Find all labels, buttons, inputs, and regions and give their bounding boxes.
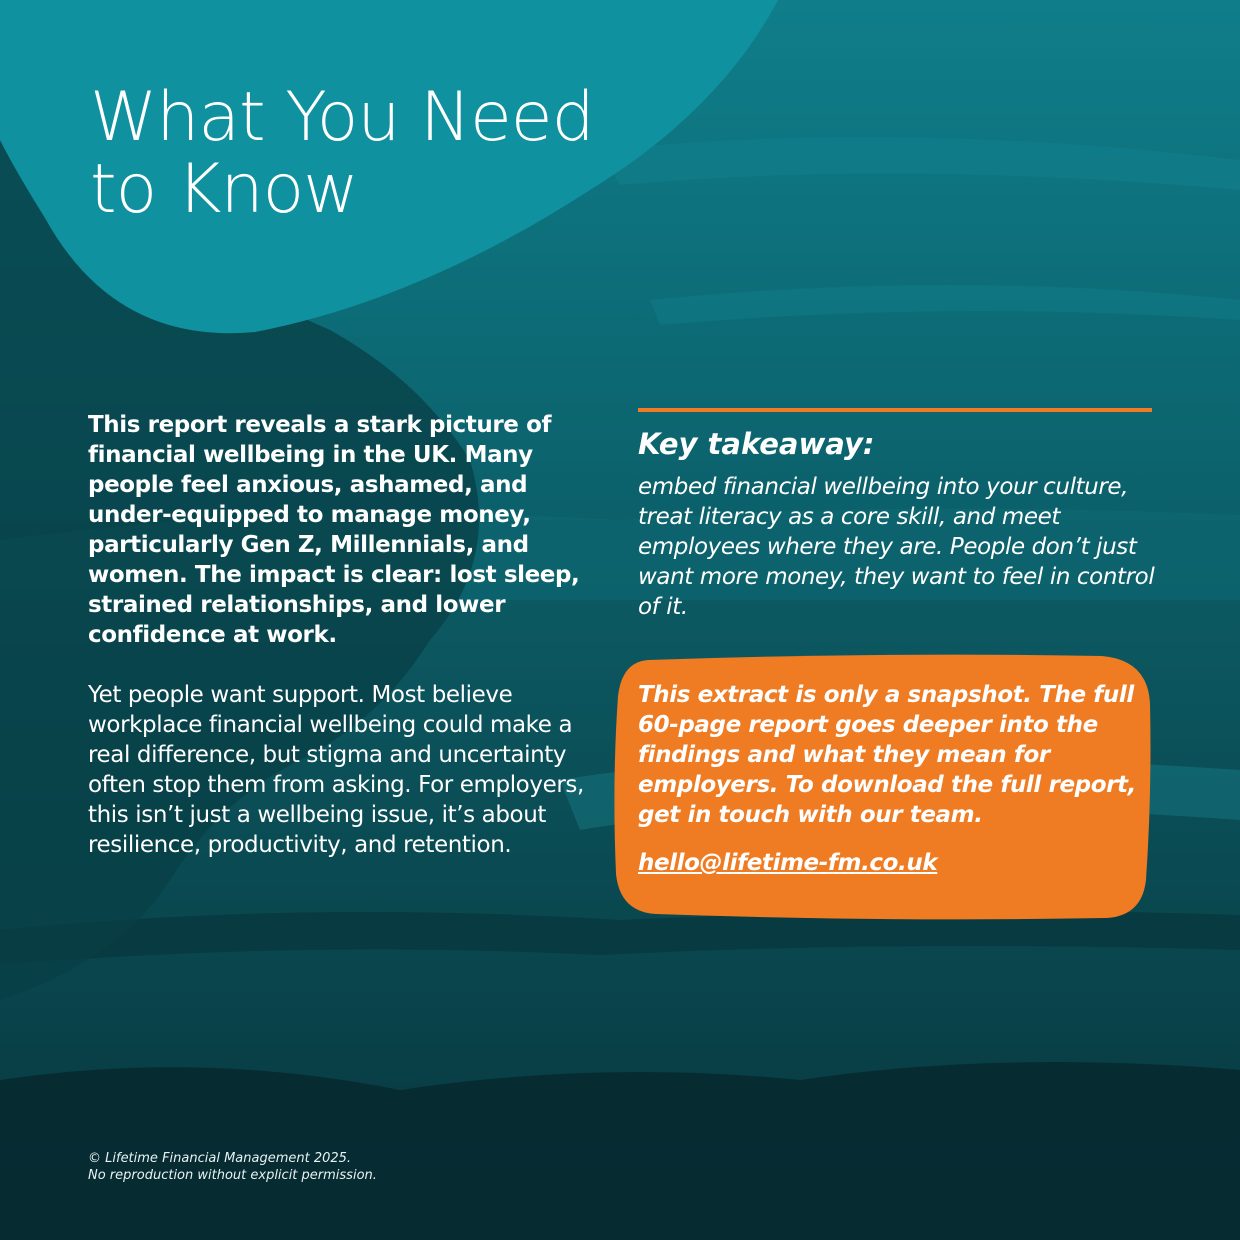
takeaway-divider [638, 408, 1152, 412]
takeaway-heading: Key takeaway: [638, 427, 875, 461]
copyright-notice [88, 1150, 377, 1184]
intro-bold-paragraph: This report reveals a stark picture of financial wellbeing in the UK. Many people feel anxious, ashamed, and under-equipped to manage money, particularly Gen Z, Millennials, and women. The impact is clear: lost sleep, strained relationships, and lower confidence at work. [88, 412, 580, 648]
cta-text: This extract is only a snapshot. The full 60-page report goes deeper into the findings and what they mean for employers. To download the full report, get in touch with our team. [638, 682, 1136, 828]
email-link[interactable]: hello@lifetime-fm.co.uk [638, 850, 938, 876]
intro-regular-paragraph: Yet people want support. Most believe workplace financial wellbeing could make a real difference, but stigma and uncertainty often stop them from asking. For employers, this isn’t just a wellbeing issue, it’s about resilience, productivity, and retention. [88, 682, 584, 858]
takeaway-body: embed financial wellbeing into your culture, treat literacy as a core skill, and meet employees where they are. People don’t just want more money, they want to feel in control of it. [638, 474, 1155, 620]
copyright-line-2: No reproduction without explicit permission. [88, 1168, 377, 1183]
copyright-line-1: © Lifetime Financial Management 2025. [88, 1151, 352, 1166]
page-title [90, 78, 650, 229]
title-line-2: to Know [90, 150, 358, 229]
title-line-1: What You Need [90, 78, 594, 157]
